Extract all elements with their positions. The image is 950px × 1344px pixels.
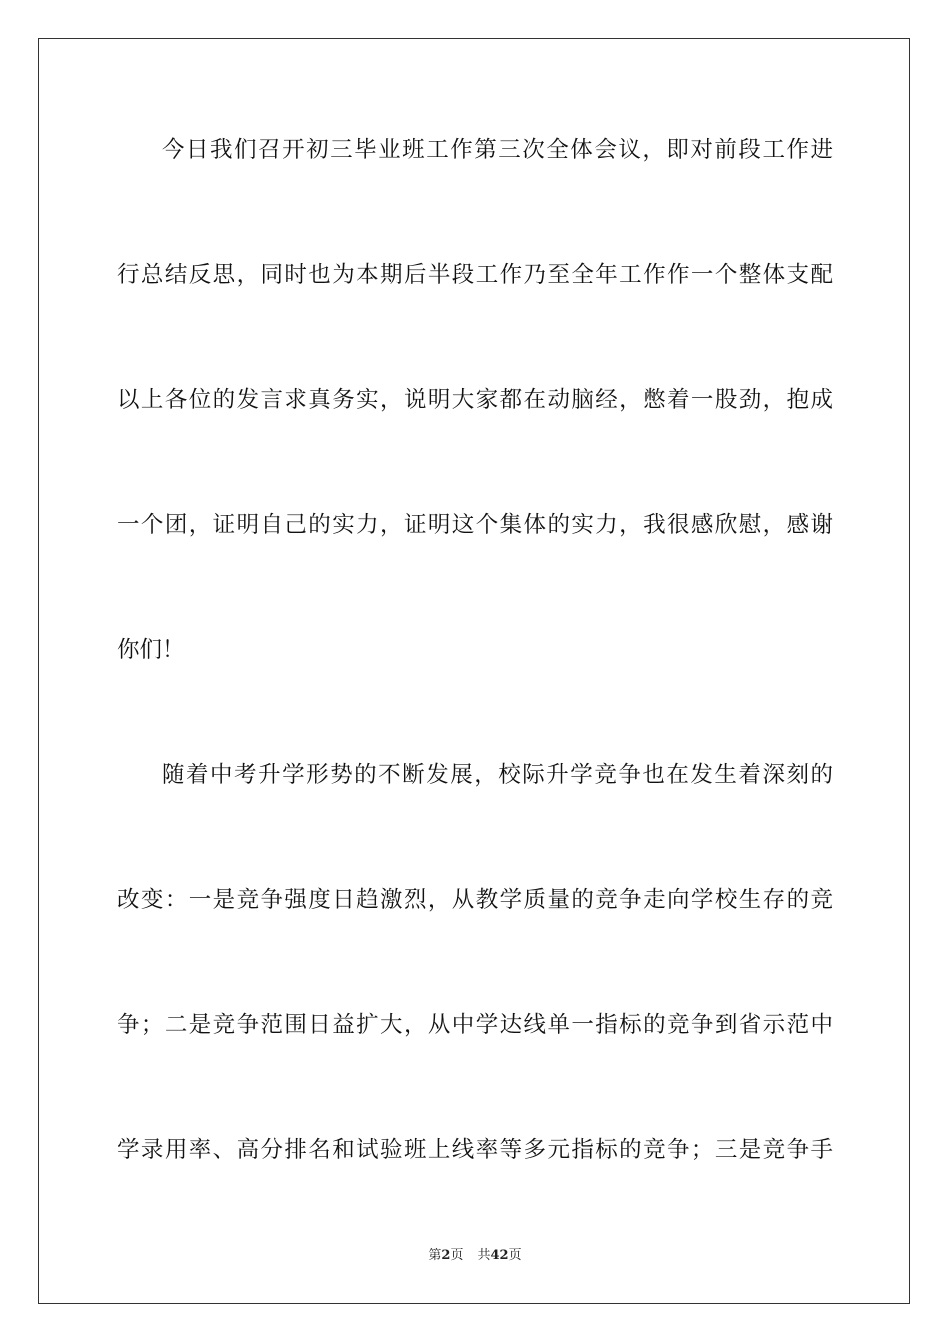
page-border (38, 38, 910, 1304)
footer-page-number: 2 (441, 1248, 451, 1263)
paragraph-1-line-4: 一个团，证明自己的实力，证明这个集体的实力，我很感欣慰，感谢 (117, 512, 833, 538)
paragraph-2-line-3: 争；二是竞争范围日益扩大，从中学达线单一指标的竞争到省示范中 (117, 1012, 833, 1038)
footer-page-prefix: 第 (428, 1248, 442, 1263)
paragraph-2-line-4: 学录用率、高分排名和试验班上线率等多元指标的竞争；三是竞争手 (117, 1137, 833, 1163)
paragraph-1-line-5: 你们！ (117, 637, 185, 663)
footer-total-suffix: 页 (508, 1248, 522, 1263)
footer-page-suffix: 页 (450, 1248, 464, 1263)
paragraph-1-line-2: 行总结反思，同时也为本期后半段工作乃至全年工作作一个整体支配 (117, 262, 833, 288)
paragraph-2-line-1: 随着中考升学形势的不断发展，校际升学竞争也在发生着深刻的 (162, 762, 833, 788)
footer-total-pages: 42 (490, 1248, 509, 1263)
page-footer (0, 1247, 950, 1265)
footer-total-prefix: 共 (477, 1248, 491, 1263)
paragraph-1-line-1: 今日我们召开初三毕业班工作第三次全体会议，即对前段工作进 (162, 137, 833, 163)
paragraph-1-line-3: 以上各位的发言求真务实，说明大家都在动脑经，憋着一股劲，抱成 (117, 387, 833, 413)
paragraph-2-line-2: 改变：一是竞争强度日趋激烈，从教学质量的竞争走向学校生存的竞 (117, 887, 833, 913)
